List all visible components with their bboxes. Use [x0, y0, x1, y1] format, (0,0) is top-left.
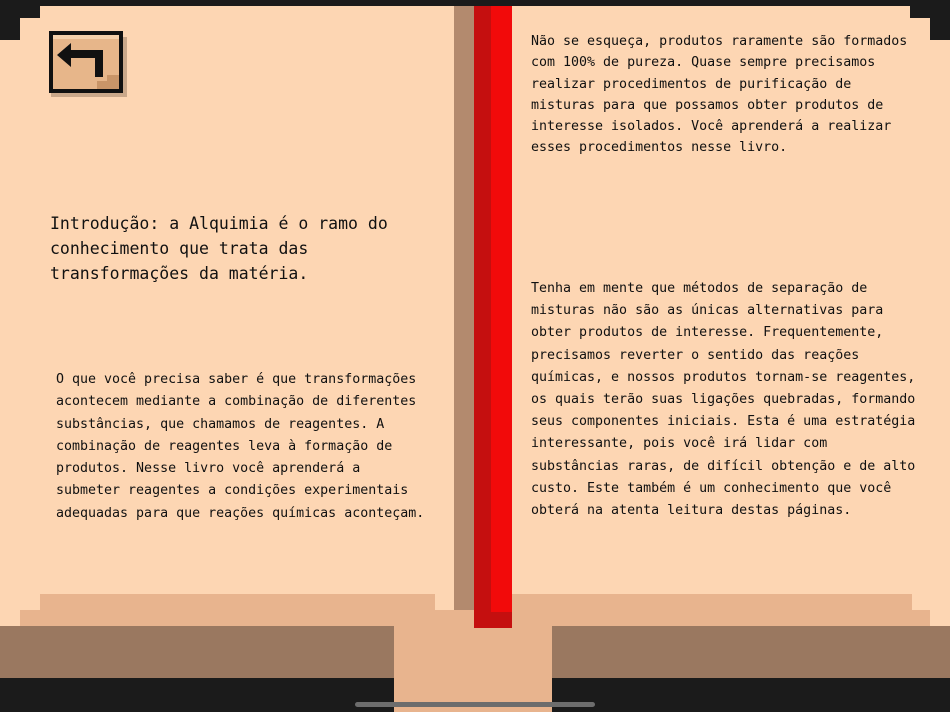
- right-paragraph-1: Não se esqueça, produtos raramente são formados com 100% de pureza. Quase sempre precisamos realizar procedimentos de purificação de misturas para que possamos obter produtos de interesse isolados. Você aprenderá a realizar esses procedimentos nesse livro.: [531, 34, 908, 156]
- book-center-bottom: [394, 626, 552, 712]
- left-page: [40, 6, 454, 626]
- book-cover-right: [552, 626, 950, 678]
- right-paragraph-2: Tenha em mente que métodos de separação de misturas não são as únicas alternativas para obter produtos de interesse. Frequentemente, precisamos reverter o sentido das reações químicas, e nossos produtos tornam-se reagentes, os quais terão suas ligações quebradas, formando seus componentes iniciais. Esta é uma estratégia interessante, pois você irá lidar com substâncias raras, de difícil obtenção e de alto custo. Este também é um conhecimento que você obterá na atenta leitura destas páginas.: [531, 281, 916, 519]
- left-body-text: O que você precisa saber é que transformações acontecem mediante a combinação de diferentes substâncias, que chamamos de reagentes. A combinação de reagentes leva à formação de produtos. Nesse livro você aprenderá a submeter reagentes a condições experimentais adequadas para que reações químicas aconteçam.: [56, 372, 425, 521]
- spine-shadow: [454, 6, 474, 626]
- book-cover-left: [0, 626, 394, 678]
- intro-text: Introdução: a Alquimia é o ramo do conhecimento que trata das transformações da matéria.: [50, 214, 388, 283]
- back-arrow-icon: [47, 31, 127, 97]
- left-page-step: [0, 40, 30, 626]
- back-button[interactable]: [47, 31, 127, 97]
- ribbon-bookmark: [491, 6, 512, 612]
- right-page-step: [920, 40, 950, 626]
- home-indicator[interactable]: [355, 702, 595, 707]
